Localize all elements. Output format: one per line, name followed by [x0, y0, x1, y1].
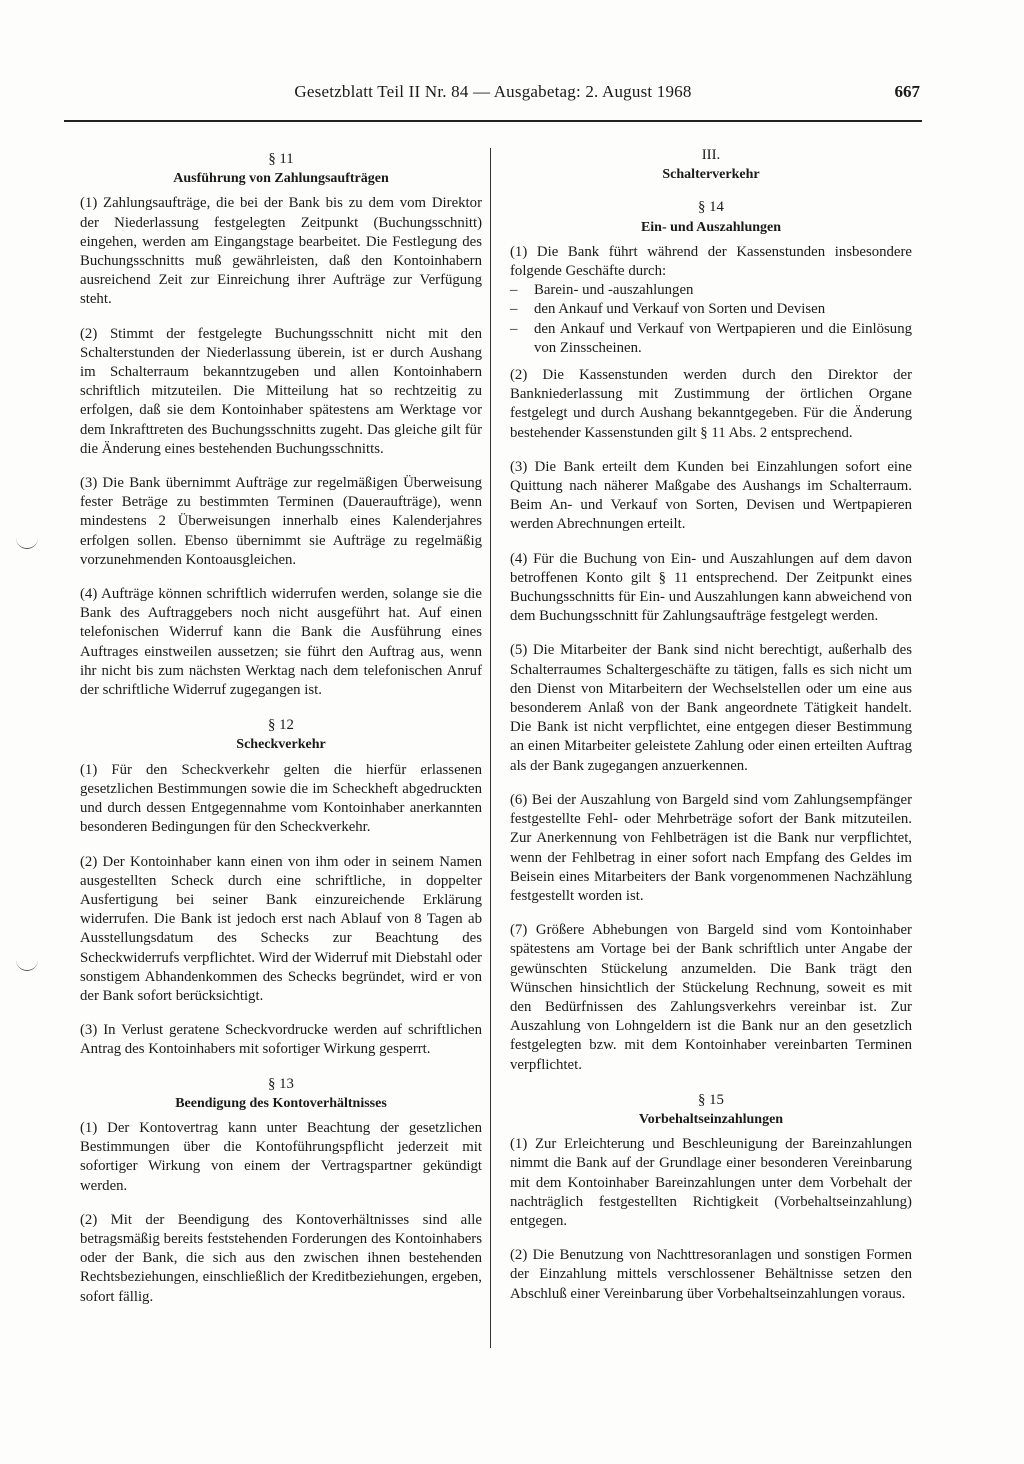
section-14-number: § 14 [698, 199, 724, 216]
section-15-title: Vorbehaltseinzahlungen [638, 1111, 784, 1127]
section-11-paragraph-3: (3) Die Bank übernimmt Aufträge zur regelmäßigen Überweisung fester Beträge zu bestimmten Terminen (Daueraufträge), wenn mindestens 2 Überweisungen innerhalb eines Kalenderjahres erfolgen sollen. Ebenso übernimmt sie Aufträge zu regelmäßig vorzunehmenden Kontoausgleichen. [80, 475, 482, 568]
section-14-paragraph-7: (7) Größere Abhebungen von Bargeld sind vom Kontoinhaber spätestens am Vortage bei der Bank schriftlich unter Angabe der gewünschten Stückelung anzumelden. Die Bank trägt den Wünschen hinsichtlich der Stückelung Rechnung, soweit es mit den Bedürfnissen des Zahlungsverkehrs vereinbar ist. Zur Auszahlung von Lohngeldern ist die Bank nur an den gesetzlich festgelegten bzw. mit dem Kontoinhaber vereinbarten Terminen verpflichtet. [510, 922, 912, 1073]
section-14-paragraph-4: (4) Für die Buchung von Ein- und Auszahlungen auf dem davon betroffenen Konto gilt § 11 entsprechend. Der Zeitpunkt eines Buchungsschnitts für Ein- und Auszahlungen kann abweichend von dem Buchungsschnitt für Zahlungsaufträge festgelegt werden. [510, 550, 912, 625]
section-12-paragraph-1: (1) Für den Scheckverkehr gelten die hierfür erlassenen gesetzlichen Bestimmungen sowie die im Scheckheft abgedruckten und durch dessen Entgegennahme vom Kontoinhaber anerkannten besonderen Bedingungen für den Scheckverkehr. [80, 761, 482, 836]
list-item: – den Ankauf und Verkauf von Wertpapieren und die Einlösung von Zinsscheinen. [510, 320, 912, 358]
section-14-list [510, 281, 912, 358]
running-header: Gesetzblatt Teil II Nr. 84 — Ausgabetag: 2. August 1968 [294, 82, 692, 101]
section-13-title: Beendigung des Kontoverhältnisses [175, 1095, 387, 1111]
section-12-number: § 12 [268, 717, 294, 734]
section-12-title: Scheckverkehr [236, 737, 326, 753]
section-14-paragraph-1: (1) Die Bank führt während der Kassenstunden insbesondere folgende Geschäfte durch: [510, 243, 912, 280]
list-item: – Barein- und -auszahlungen [510, 281, 912, 300]
page-header [64, 82, 922, 120]
section-14-paragraph-6: (6) Bei der Auszahlung von Bargeld sind vom Zahlungsempfänger festgestellte Fehl- oder Mehrbeträge sofort der Bank mitzuteilen. Zur Anerkennung von Fehlbeträgen ist die Bank nur verpflichtet, wenn der Fehlbetrag in einer sofort nach Empfang des Geldes im Beisein eines Mitarbeiters der Bank vorgenommenen Nachzählung festgestellt worden ist. [510, 791, 912, 904]
right-column [510, 146, 912, 1319]
section-14-paragraph-3: (3) Die Bank erteilt dem Kunden bei Einzahlungen sofort eine Quittung nach näherer Maßgabe des Aushangs im Schalterraum. Beim An- und Verkauf von Sorten, Devisen und Wertpapieren werden Abrechnungen erteilt. [510, 458, 912, 533]
column-divider [490, 148, 491, 1348]
section-14-title: Ein- und Auszahlungen [640, 219, 782, 235]
section-11-paragraph-4: (4) Aufträge können schriftlich widerrufen werden, solange sie die Bank des Auftraggebers noch nicht ausgeführt hat. Auf einen telefonischen Widerruf kann die Bank die Ausführung eines Auftrages einstweilen aussetzen; sie führt den Auftrag aus, wenn ihr nicht bis zum nächsten Werktag nach dem telefonischen Anruf der schriftliche Widerruf zugegangen ist. [80, 586, 482, 699]
section-13-number: § 13 [268, 1075, 294, 1092]
section-13-paragraph-2: (2) Mit der Beendigung des Kontoverhältnisses sind alle betragsmäßig bereits feststehenden Forderungen des Kontoinhabers oder der Bank, die sich aus den zwischen ihnen bestehenden Rechtsbeziehungen, einschließlich der Kreditbeziehungen, ergeben, sofort fällig. [80, 1211, 482, 1305]
section-11-title: Ausführung von Zahlungsaufträgen [173, 171, 389, 187]
section-15-paragraph-1: (1) Zur Erleichterung und Beschleunigung der Bareinzahlungen nimmt die Bank auf der Grundlage einer besonderen Vereinbarung mit dem Kontoinhaber Bareinzahlungen unter dem Vorbehalt der nachträglich festgestellten Richtigkeit (Vorbehaltseinzahlung) entgegen. [510, 1136, 912, 1229]
section-14-paragraph-5: (5) Die Mitarbeiter der Bank sind nicht berechtigt, außerhalb des Schalterraumes Schaltergeschäfte zu tätigen, falls es sich nicht um den Dienst von Mitarbeitern der Wechselstellen oder um eine aus besonderem Anlaß von der Bank angeordnete Tätigkeit handelt. Die Bank ist nicht verpflichtet, eine entgegen dieser Bestimmung an einen Mitarbeiter geleistete Zahlung oder einen erteilten Auftrag als der Bank zugegangen anzuerkennen. [510, 642, 912, 774]
section-11-paragraph-2: (2) Stimmt der festgelegte Buchungsschnitt nicht mit den Schalterstunden der Niederlassung überein, ist er durch Aushang im Schalterraum bekanntzugeben und allen Kontoinhabern schriftlich mitzuteilen. Die Mitteilung hat so rechtzeitig zu erfolgen, daß sie dem Kontoinhaber spätestens am Werktage vor dem Inkrafttreten des Buchungsschnitts zugeht. Das gleiche gilt für die Änderung eines bestehenden Buchungsschnitts. [80, 325, 482, 457]
section-12-paragraph-3: (3) In Verlust geratene Scheckvordrucke werden auf schriftlichen Antrag des Kontoinhabers mit sofortiger Wirkung gesperrt. [80, 1022, 482, 1058]
chapter-number: III. [701, 147, 721, 163]
section-12-paragraph-2: (2) Der Kontoinhaber kann einen von ihm oder in seinem Namen ausgestellten Scheck durch eine schriftliche, in doppelter Ausfertigung bei seiner Bank einzureichende Erklärung widerrufen. Die Bank ist jedoch erst nach Ablauf von 8 Tagen ab Ausstellungsdatum des Schecks zur Beachtung des Scheckwiderrufs verpflichtet. Wird der Widerruf mit Diebstahl oder sonstigem Abhandenkommen des Schecks begründet, wird er von der Bank sofort berücksichtigt. [80, 853, 482, 1004]
section-15-paragraph-2: (2) Die Benutzung von Nachttresoranlagen und sonstigen Formen der Einzahlung mittels verschlossener Behältnisse setzen den Abschluß einer Vereinbarung über Vorbehaltseinzahlungen voraus. [510, 1247, 912, 1302]
header-rule [64, 120, 922, 122]
chapter-title: Schalterverkehr [662, 167, 760, 183]
section-14-paragraph-2: (2) Die Kassenstunden werden durch den Direktor der Bankniederlassung mit Zustimmung der örtlichen Organe festgelegt und durch Aushang bekanntgegeben. Für die Änderung bestehender Kassenstunden gilt § 11 Abs. 2 entsprechend. [510, 367, 912, 441]
margin-mark [16, 956, 38, 971]
margin-mark [16, 534, 38, 549]
list-item: – den Ankauf und Verkauf von Sorten und Devisen [510, 300, 912, 319]
section-15-number: § 15 [698, 1091, 724, 1108]
section-11-paragraph-1: (1) Zahlungsaufträge, die bei der Bank bis zu dem vom Direktor der Niederlassung festgelegten Zeitpunkt (Buchungsschnitt) eingehen, werden am Eingangstage bearbeitet. Die Festlegung des Buchungsschnitts muß gewährleisten, daß den Kontoinhabern ausreichend Zeit zur Einreichung ihrer Aufträge zur Verfügung steht. [80, 195, 482, 308]
section-13-paragraph-1: (1) Der Kontovertrag kann unter Beachtung der gesetzlichen Bestimmungen über die Kontoführungspflicht jederzeit mit sofortiger Wirkung von einem der Vertragspartner gekündigt werden. [80, 1119, 482, 1194]
section-11-number: § 11 [268, 151, 294, 167]
left-column [80, 146, 482, 1322]
page-number: 667 [894, 82, 920, 101]
